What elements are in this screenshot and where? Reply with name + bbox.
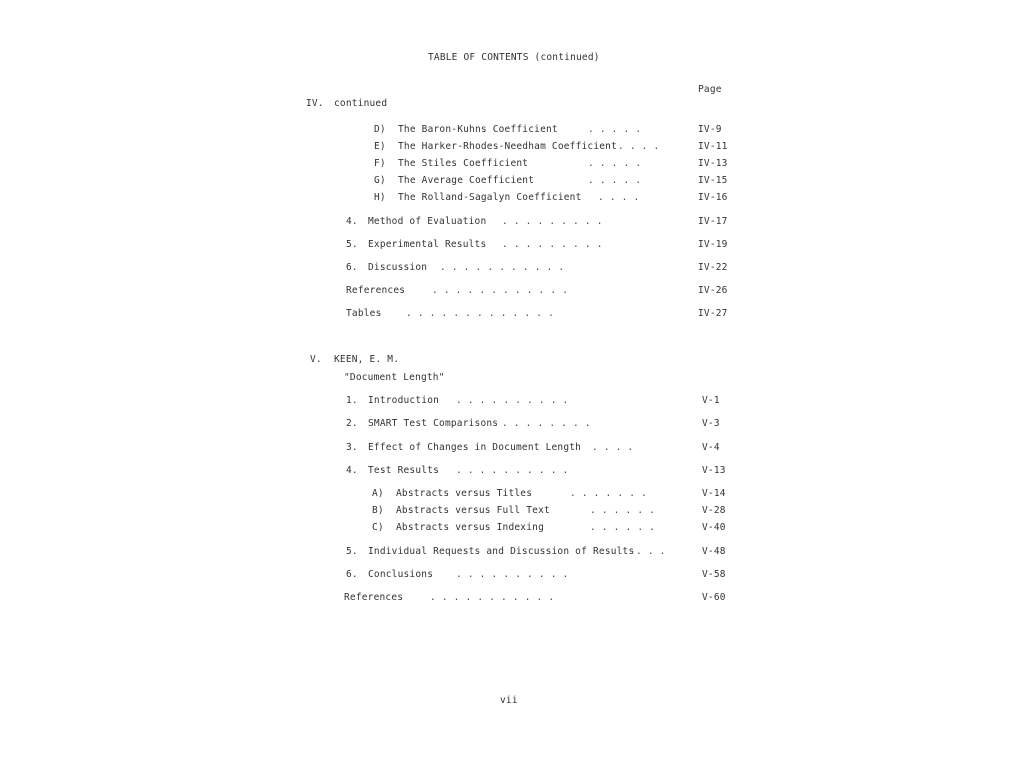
entry-number: 6. [346, 262, 358, 273]
entry-title: The Baron-Kuhns Coefficient [398, 124, 558, 135]
entry-title: Discussion [368, 262, 428, 273]
entry-title: References [344, 592, 404, 603]
toc-entry-v-6 [0, 569, 1024, 583]
entry-number: 2. [346, 418, 358, 429]
toc-entry-iv-references [0, 285, 1024, 299]
entry-leader-dots: . . . . [618, 141, 660, 152]
entry-number: F) [374, 158, 386, 169]
section-v-author: KEEN, E. M. [334, 354, 400, 365]
entry-title: The Average Coefficient [398, 175, 535, 186]
entry-page: IV-16 [698, 192, 728, 203]
entry-number: D) [374, 124, 386, 135]
entry-title: Abstracts versus Full Text [396, 505, 550, 516]
entry-page: IV-17 [698, 216, 728, 227]
entry-leader-dots: . . . . . . . . . [502, 239, 603, 250]
entry-leader-dots: . . . . . [588, 124, 642, 135]
entry-page: V-60 [702, 592, 726, 603]
toc-entry-v-1 [0, 395, 1024, 409]
entry-number: C) [372, 522, 384, 533]
entry-leader-dots: . . . . . . . . . . . . . [406, 308, 554, 319]
toc-entry-v-4a [0, 488, 1024, 502]
entry-title: Abstracts versus Titles [396, 488, 533, 499]
entry-page: IV-11 [698, 141, 728, 152]
entry-page: V-58 [702, 569, 726, 580]
section-iv-title: continued [334, 98, 388, 109]
entry-title: Introduction [368, 395, 440, 406]
page-number-footer: vii [500, 695, 518, 706]
toc-entry-iv-5 [0, 239, 1024, 253]
entry-leader-dots: . . . [636, 546, 666, 557]
toc-entry-v-2 [0, 418, 1024, 432]
entry-leader-dots: . . . . . . . . . [502, 216, 603, 227]
toc-entry-v-4b [0, 505, 1024, 519]
toc-entry-v-references [0, 592, 1024, 606]
toc-entry-v-5 [0, 546, 1024, 560]
entry-page: IV-27 [698, 308, 728, 319]
entry-title: References [346, 285, 406, 296]
entry-leader-dots: . . . . . . . . . . [456, 569, 569, 580]
entry-page: V-3 [702, 418, 720, 429]
entry-leader-dots: . . . . . . . . [502, 418, 591, 429]
entry-leader-dots: . . . . . . . . . . [456, 395, 569, 406]
entry-title: Abstracts versus Indexing [396, 522, 544, 533]
entry-page: V-13 [702, 465, 726, 476]
entry-leader-dots: . . . . . . . [570, 488, 647, 499]
toc-entry-iv-e [0, 141, 1024, 155]
entry-page: V-40 [702, 522, 726, 533]
entry-leader-dots: . . . . . . . . . . . [430, 592, 555, 603]
entry-number: 6. [346, 569, 358, 580]
entry-number: 3. [346, 442, 358, 453]
entry-page: V-28 [702, 505, 726, 516]
entry-title: Effect of Changes in Document Length [368, 442, 582, 453]
section-v-number: V. [310, 354, 322, 365]
entry-number: 5. [346, 546, 358, 557]
entry-title: Method of Evaluation [368, 216, 487, 227]
entry-title: Test Results [368, 465, 440, 476]
entry-leader-dots: . . . . . . . . . . [456, 465, 569, 476]
entry-page: IV-19 [698, 239, 728, 250]
toc-entry-iv-tables [0, 308, 1024, 322]
toc-entry-iv-g [0, 175, 1024, 189]
entry-title: The Stiles Coefficient [398, 158, 529, 169]
toc-entry-iv-d [0, 124, 1024, 138]
section-v-title: "Document Length" [344, 372, 445, 383]
entry-leader-dots: . . . . [598, 192, 640, 203]
entry-title: Tables [346, 308, 382, 319]
entry-title: Conclusions [368, 569, 434, 580]
entry-page: IV-9 [698, 124, 722, 135]
entry-leader-dots: . . . . . . . . . . . [440, 262, 565, 273]
section-iv-number: IV. [306, 98, 324, 109]
toc-entry-v-3 [0, 442, 1024, 456]
entry-page: IV-26 [698, 285, 728, 296]
entry-page: IV-13 [698, 158, 728, 169]
toc-heading: TABLE OF CONTENTS (continued) [428, 52, 600, 63]
entry-leader-dots: . . . . . [588, 158, 642, 169]
entry-number: H) [374, 192, 386, 203]
page-column-label: Page [698, 84, 722, 95]
entry-leader-dots: . . . . . . [590, 505, 656, 516]
entry-page: V-1 [702, 395, 720, 406]
entry-number: E) [374, 141, 386, 152]
toc-entry-iv-f [0, 158, 1024, 172]
entry-number: A) [372, 488, 384, 499]
entry-leader-dots: . . . . [592, 442, 634, 453]
toc-entry-iv-4 [0, 216, 1024, 230]
toc-entry-iv-h [0, 192, 1024, 206]
entry-page: IV-22 [698, 262, 728, 273]
entry-leader-dots: . . . . . [588, 175, 642, 186]
entry-number: 4. [346, 465, 358, 476]
toc-entry-v-4c [0, 522, 1024, 536]
entry-leader-dots: . . . . . . . . . . . . [432, 285, 569, 296]
entry-number: 1. [346, 395, 358, 406]
entry-title: Experimental Results [368, 239, 487, 250]
entry-number: G) [374, 175, 386, 186]
entry-page: IV-15 [698, 175, 728, 186]
entry-title: Individual Requests and Discussion of Results [368, 546, 635, 557]
toc-entry-iv-6 [0, 262, 1024, 276]
entry-page: V-48 [702, 546, 726, 557]
entry-title: SMART Test Comparisons [368, 418, 499, 429]
entry-title: The Harker-Rhodes-Needham Coefficient [398, 141, 618, 152]
entry-page: V-14 [702, 488, 726, 499]
entry-page: V-4 [702, 442, 720, 453]
toc-entry-v-4 [0, 465, 1024, 479]
entry-number: 4. [346, 216, 358, 227]
entry-number: 5. [346, 239, 358, 250]
entry-leader-dots: . . . . . . [590, 522, 656, 533]
entry-title: The Rolland-Sagalyn Coefficient [398, 192, 582, 203]
entry-number: B) [372, 505, 384, 516]
